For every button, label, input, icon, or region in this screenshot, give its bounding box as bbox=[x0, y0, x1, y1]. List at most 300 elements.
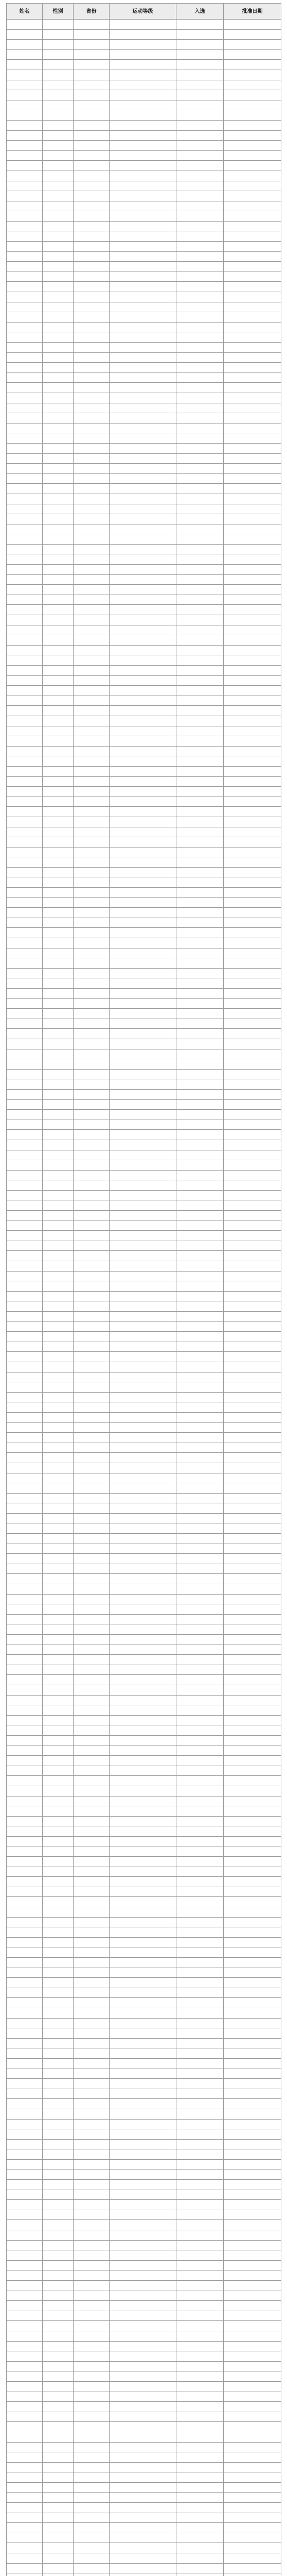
cell-name bbox=[7, 1513, 43, 1523]
cell-gender bbox=[43, 1635, 74, 1645]
cell-level bbox=[110, 1907, 176, 1918]
cell-result bbox=[224, 2190, 281, 2200]
table-row bbox=[7, 2260, 281, 2270]
cell-gender bbox=[43, 413, 74, 423]
cell-level bbox=[110, 2119, 176, 2129]
cell-level bbox=[110, 1534, 176, 1544]
cell-gender bbox=[43, 746, 74, 756]
cell-level bbox=[110, 1342, 176, 1352]
cell-result bbox=[224, 1645, 281, 1655]
cell-name bbox=[7, 2573, 43, 2576]
cell-result bbox=[224, 141, 281, 151]
cell-level bbox=[110, 1463, 176, 1473]
cell-gender bbox=[43, 2139, 74, 2149]
cell-status bbox=[176, 787, 224, 797]
table-row bbox=[7, 80, 281, 90]
cell-gender bbox=[43, 958, 74, 969]
cell-name bbox=[7, 1715, 43, 1725]
cell-gender bbox=[43, 1513, 74, 1523]
cell-gender bbox=[43, 938, 74, 948]
cell-result bbox=[224, 2311, 281, 2321]
table-row bbox=[7, 2422, 281, 2432]
cell-status bbox=[176, 675, 224, 686]
cell-level bbox=[110, 655, 176, 666]
cell-status bbox=[176, 201, 224, 211]
cell-region bbox=[74, 363, 110, 373]
cell-result bbox=[224, 1766, 281, 1776]
header-row bbox=[7, 4, 281, 20]
cell-name bbox=[7, 1675, 43, 1685]
cell-gender bbox=[43, 1241, 74, 1251]
table-row bbox=[7, 2341, 281, 2351]
table-row bbox=[7, 514, 281, 524]
cell-region bbox=[74, 1554, 110, 1564]
cell-region bbox=[74, 2200, 110, 2210]
cell-status bbox=[176, 1968, 224, 1978]
cell-gender bbox=[43, 655, 74, 666]
cell-status bbox=[176, 2422, 224, 2432]
cell-name bbox=[7, 595, 43, 605]
cell-gender bbox=[43, 2482, 74, 2493]
cell-result bbox=[224, 1089, 281, 1099]
cell-region bbox=[74, 464, 110, 474]
cell-gender bbox=[43, 1231, 74, 1241]
cell-name bbox=[7, 2462, 43, 2472]
cell-gender bbox=[43, 1645, 74, 1655]
cell-status bbox=[176, 2038, 224, 2048]
table-row bbox=[7, 1483, 281, 1494]
cell-name bbox=[7, 1402, 43, 1413]
cell-level bbox=[110, 766, 176, 776]
cell-level bbox=[110, 968, 176, 978]
cell-name bbox=[7, 1756, 43, 1766]
table-row bbox=[7, 766, 281, 776]
table-row bbox=[7, 464, 281, 474]
cell-name bbox=[7, 2240, 43, 2250]
table-row bbox=[7, 161, 281, 171]
cell-region bbox=[74, 110, 110, 121]
table-row bbox=[7, 807, 281, 817]
cell-status bbox=[176, 60, 224, 70]
table-row bbox=[7, 1655, 281, 1665]
table-row bbox=[7, 666, 281, 676]
cell-region bbox=[74, 1978, 110, 1988]
cell-result bbox=[224, 2008, 281, 2018]
cell-result bbox=[224, 2210, 281, 2220]
cell-level bbox=[110, 1988, 176, 1998]
cell-gender bbox=[43, 1473, 74, 1483]
cell-gender bbox=[43, 635, 74, 646]
cell-name bbox=[7, 2139, 43, 2149]
cell-level bbox=[110, 958, 176, 969]
cell-level bbox=[110, 746, 176, 756]
cell-status bbox=[176, 1301, 224, 1312]
cell-status bbox=[176, 897, 224, 908]
cell-name bbox=[7, 1887, 43, 1897]
table-row bbox=[7, 2149, 281, 2160]
table-row bbox=[7, 1271, 281, 1281]
cell-name bbox=[7, 150, 43, 161]
cell-level bbox=[110, 2170, 176, 2180]
cell-region bbox=[74, 1917, 110, 1927]
cell-level bbox=[110, 1392, 176, 1402]
cell-level bbox=[110, 1402, 176, 1413]
cell-gender bbox=[43, 251, 74, 262]
cell-status bbox=[176, 716, 224, 726]
cell-result bbox=[224, 1473, 281, 1483]
cell-level bbox=[110, 595, 176, 605]
cell-region bbox=[74, 1412, 110, 1422]
cell-status bbox=[176, 484, 224, 494]
cell-result bbox=[224, 130, 281, 141]
cell-gender bbox=[43, 1907, 74, 1918]
cell-status bbox=[176, 49, 224, 60]
cell-name bbox=[7, 514, 43, 524]
cell-name bbox=[7, 565, 43, 575]
table-row bbox=[7, 1160, 281, 1171]
cell-level bbox=[110, 1745, 176, 1756]
table-row bbox=[7, 787, 281, 797]
cell-level bbox=[110, 1039, 176, 1049]
cell-status bbox=[176, 2089, 224, 2099]
table-row bbox=[7, 383, 281, 393]
cell-region bbox=[74, 888, 110, 898]
cell-region bbox=[74, 908, 110, 918]
cell-name bbox=[7, 2341, 43, 2351]
cell-status bbox=[176, 221, 224, 231]
table-row bbox=[7, 70, 281, 80]
cell-name bbox=[7, 453, 43, 464]
cell-level bbox=[110, 1766, 176, 1776]
cell-result bbox=[224, 40, 281, 50]
cell-gender bbox=[43, 2089, 74, 2099]
cell-result bbox=[224, 1513, 281, 1523]
cell-region bbox=[74, 2311, 110, 2321]
cell-name bbox=[7, 1867, 43, 1877]
cell-level bbox=[110, 60, 176, 70]
cell-level bbox=[110, 2513, 176, 2523]
cell-gender bbox=[43, 1120, 74, 1130]
cell-status bbox=[176, 2270, 224, 2281]
cell-result bbox=[224, 2149, 281, 2160]
cell-level bbox=[110, 1362, 176, 1372]
table-row bbox=[7, 948, 281, 958]
cell-status bbox=[176, 2462, 224, 2472]
cell-level bbox=[110, 1453, 176, 1463]
cell-status bbox=[176, 272, 224, 282]
cell-region bbox=[74, 2210, 110, 2220]
cell-name bbox=[7, 211, 43, 222]
cell-gender bbox=[43, 1089, 74, 1099]
cell-level bbox=[110, 343, 176, 353]
cell-level bbox=[110, 1725, 176, 1736]
cell-gender bbox=[43, 1544, 74, 1554]
table-row bbox=[7, 1382, 281, 1393]
cell-status bbox=[176, 1190, 224, 1200]
cell-level bbox=[110, 2190, 176, 2200]
table-row bbox=[7, 312, 281, 323]
cell-region bbox=[74, 857, 110, 868]
cell-result bbox=[224, 1160, 281, 1171]
table-row bbox=[7, 2250, 281, 2261]
cell-status bbox=[176, 1463, 224, 1473]
cell-status bbox=[176, 1584, 224, 1595]
cell-region bbox=[74, 1786, 110, 1796]
cell-level bbox=[110, 1968, 176, 1978]
table-row bbox=[7, 565, 281, 575]
cell-result bbox=[224, 2048, 281, 2059]
table-row bbox=[7, 1735, 281, 1745]
cell-gender bbox=[43, 978, 74, 989]
cell-result bbox=[224, 171, 281, 181]
cell-result bbox=[224, 1796, 281, 1806]
cell-result bbox=[224, 1443, 281, 1453]
cell-region bbox=[74, 2028, 110, 2039]
cell-result bbox=[224, 1099, 281, 1110]
table-row bbox=[7, 1594, 281, 1604]
cell-level bbox=[110, 2149, 176, 2160]
cell-region bbox=[74, 1009, 110, 1019]
cell-status bbox=[176, 282, 224, 292]
cell-result bbox=[224, 1725, 281, 1736]
cell-name bbox=[7, 2119, 43, 2129]
cell-name bbox=[7, 998, 43, 1009]
cell-name bbox=[7, 20, 43, 30]
cell-name bbox=[7, 706, 43, 716]
cell-region bbox=[74, 1846, 110, 1857]
cell-status bbox=[176, 1150, 224, 1160]
cell-name bbox=[7, 2331, 43, 2341]
cell-region bbox=[74, 171, 110, 181]
cell-name bbox=[7, 363, 43, 373]
cell-region bbox=[74, 49, 110, 60]
cell-level bbox=[110, 100, 176, 110]
cell-gender bbox=[43, 1433, 74, 1443]
cell-region bbox=[74, 282, 110, 292]
cell-name bbox=[7, 2553, 43, 2564]
cell-level bbox=[110, 867, 176, 877]
table-row bbox=[7, 1978, 281, 1988]
table-row bbox=[7, 1988, 281, 1998]
cell-region bbox=[74, 1221, 110, 1231]
cell-status bbox=[176, 2018, 224, 2028]
cell-region bbox=[74, 2180, 110, 2190]
table-row bbox=[7, 1715, 281, 1725]
cell-gender bbox=[43, 787, 74, 797]
cell-region bbox=[74, 372, 110, 383]
cell-region bbox=[74, 2422, 110, 2432]
cell-level bbox=[110, 1947, 176, 1958]
table-row bbox=[7, 1786, 281, 1796]
cell-level bbox=[110, 2281, 176, 2291]
cell-level bbox=[110, 635, 176, 646]
cell-region bbox=[74, 544, 110, 554]
cell-name bbox=[7, 1342, 43, 1352]
cell-region bbox=[74, 1029, 110, 1039]
cell-gender bbox=[43, 2018, 74, 2028]
cell-gender bbox=[43, 2240, 74, 2250]
cell-level bbox=[110, 2472, 176, 2483]
table-row bbox=[7, 1231, 281, 1241]
cell-result bbox=[224, 1564, 281, 1574]
cell-name bbox=[7, 181, 43, 191]
cell-result bbox=[224, 484, 281, 494]
cell-status bbox=[176, 2392, 224, 2402]
cell-gender bbox=[43, 1453, 74, 1463]
cell-region bbox=[74, 655, 110, 666]
cell-name bbox=[7, 2482, 43, 2493]
cell-status bbox=[176, 1392, 224, 1402]
table-row bbox=[7, 49, 281, 60]
cell-region bbox=[74, 1675, 110, 1685]
cell-status bbox=[176, 1927, 224, 1938]
cell-result bbox=[224, 1150, 281, 1160]
cell-name bbox=[7, 534, 43, 545]
cell-level bbox=[110, 2008, 176, 2018]
cell-region bbox=[74, 746, 110, 756]
cell-gender bbox=[43, 1463, 74, 1473]
cell-level bbox=[110, 666, 176, 676]
cell-result bbox=[224, 1745, 281, 1756]
cell-name bbox=[7, 1776, 43, 1786]
table-row bbox=[7, 534, 281, 545]
cell-region bbox=[74, 60, 110, 70]
cell-result bbox=[224, 473, 281, 484]
cell-region bbox=[74, 1130, 110, 1140]
cell-region bbox=[74, 2079, 110, 2089]
cell-result bbox=[224, 1251, 281, 1261]
cell-region bbox=[74, 1655, 110, 1665]
cell-level bbox=[110, 787, 176, 797]
cell-gender bbox=[43, 827, 74, 837]
cell-status bbox=[176, 2230, 224, 2241]
cell-status bbox=[176, 20, 224, 30]
table-row bbox=[7, 1604, 281, 1615]
cell-name bbox=[7, 1665, 43, 1675]
cell-gender bbox=[43, 2149, 74, 2160]
cell-region bbox=[74, 736, 110, 747]
table-row bbox=[7, 211, 281, 222]
cell-region bbox=[74, 1958, 110, 1968]
cell-level bbox=[110, 918, 176, 928]
cell-level bbox=[110, 1635, 176, 1645]
cell-gender bbox=[43, 1099, 74, 1110]
cell-level bbox=[110, 1786, 176, 1796]
cell-result bbox=[224, 1665, 281, 1675]
table-row bbox=[7, 1412, 281, 1422]
table-row bbox=[7, 352, 281, 363]
cell-status bbox=[176, 1564, 224, 1574]
cell-gender bbox=[43, 918, 74, 928]
cell-level bbox=[110, 423, 176, 433]
cell-result bbox=[224, 110, 281, 121]
cell-region bbox=[74, 2553, 110, 2564]
cell-result bbox=[224, 1816, 281, 1826]
cell-gender bbox=[43, 1594, 74, 1604]
cell-name bbox=[7, 504, 43, 514]
cell-gender bbox=[43, 807, 74, 817]
cell-name bbox=[7, 242, 43, 252]
cell-status bbox=[176, 1059, 224, 1070]
cell-status bbox=[176, 1907, 224, 1918]
cell-result bbox=[224, 1695, 281, 1705]
cell-gender bbox=[43, 272, 74, 282]
cell-level bbox=[110, 2462, 176, 2472]
cell-level bbox=[110, 80, 176, 90]
cell-name bbox=[7, 615, 43, 625]
cell-level bbox=[110, 1857, 176, 1867]
cell-region bbox=[74, 2432, 110, 2442]
cell-result bbox=[224, 1604, 281, 1615]
cell-result bbox=[224, 2543, 281, 2553]
cell-name bbox=[7, 100, 43, 110]
table-row bbox=[7, 2028, 281, 2039]
cell-status bbox=[176, 2513, 224, 2523]
cell-gender bbox=[43, 867, 74, 877]
cell-level bbox=[110, 726, 176, 736]
table-row bbox=[7, 2533, 281, 2543]
cell-gender bbox=[43, 1978, 74, 1988]
cell-gender bbox=[43, 615, 74, 625]
cell-gender bbox=[43, 1614, 74, 1624]
cell-status bbox=[176, 1443, 224, 1453]
cell-level bbox=[110, 1211, 176, 1221]
cell-gender bbox=[43, 363, 74, 373]
table-row bbox=[7, 2442, 281, 2452]
cell-name bbox=[7, 1332, 43, 1342]
cell-region bbox=[74, 2513, 110, 2523]
cell-level bbox=[110, 2220, 176, 2230]
cell-result bbox=[224, 1211, 281, 1221]
cell-gender bbox=[43, 1503, 74, 1514]
cell-result bbox=[224, 1887, 281, 1897]
cell-region bbox=[74, 2069, 110, 2079]
cell-status bbox=[176, 565, 224, 575]
cell-result bbox=[224, 948, 281, 958]
table-row bbox=[7, 2321, 281, 2331]
table-row bbox=[7, 1836, 281, 1846]
cell-region bbox=[74, 2190, 110, 2200]
cell-result bbox=[224, 90, 281, 100]
cell-level bbox=[110, 40, 176, 50]
cell-gender bbox=[43, 544, 74, 554]
cell-result bbox=[224, 2089, 281, 2099]
cell-level bbox=[110, 877, 176, 888]
cell-status bbox=[176, 766, 224, 776]
cell-region bbox=[74, 1099, 110, 1110]
cell-region bbox=[74, 1170, 110, 1180]
cell-gender bbox=[43, 2553, 74, 2564]
table-row bbox=[7, 857, 281, 868]
cell-level bbox=[110, 1958, 176, 1968]
cell-status bbox=[176, 2170, 224, 2180]
table-row bbox=[7, 2240, 281, 2250]
cell-status bbox=[176, 1352, 224, 1362]
cell-level bbox=[110, 1604, 176, 1615]
cell-region bbox=[74, 1715, 110, 1725]
cell-name bbox=[7, 40, 43, 50]
cell-status bbox=[176, 161, 224, 171]
table-row bbox=[7, 2361, 281, 2371]
cell-level bbox=[110, 2159, 176, 2170]
cell-gender bbox=[43, 1927, 74, 1938]
cell-level bbox=[110, 2028, 176, 2039]
cell-gender bbox=[43, 817, 74, 827]
cell-name bbox=[7, 756, 43, 767]
table-row bbox=[7, 1200, 281, 1211]
cell-result bbox=[224, 1574, 281, 1584]
cell-level bbox=[110, 473, 176, 484]
